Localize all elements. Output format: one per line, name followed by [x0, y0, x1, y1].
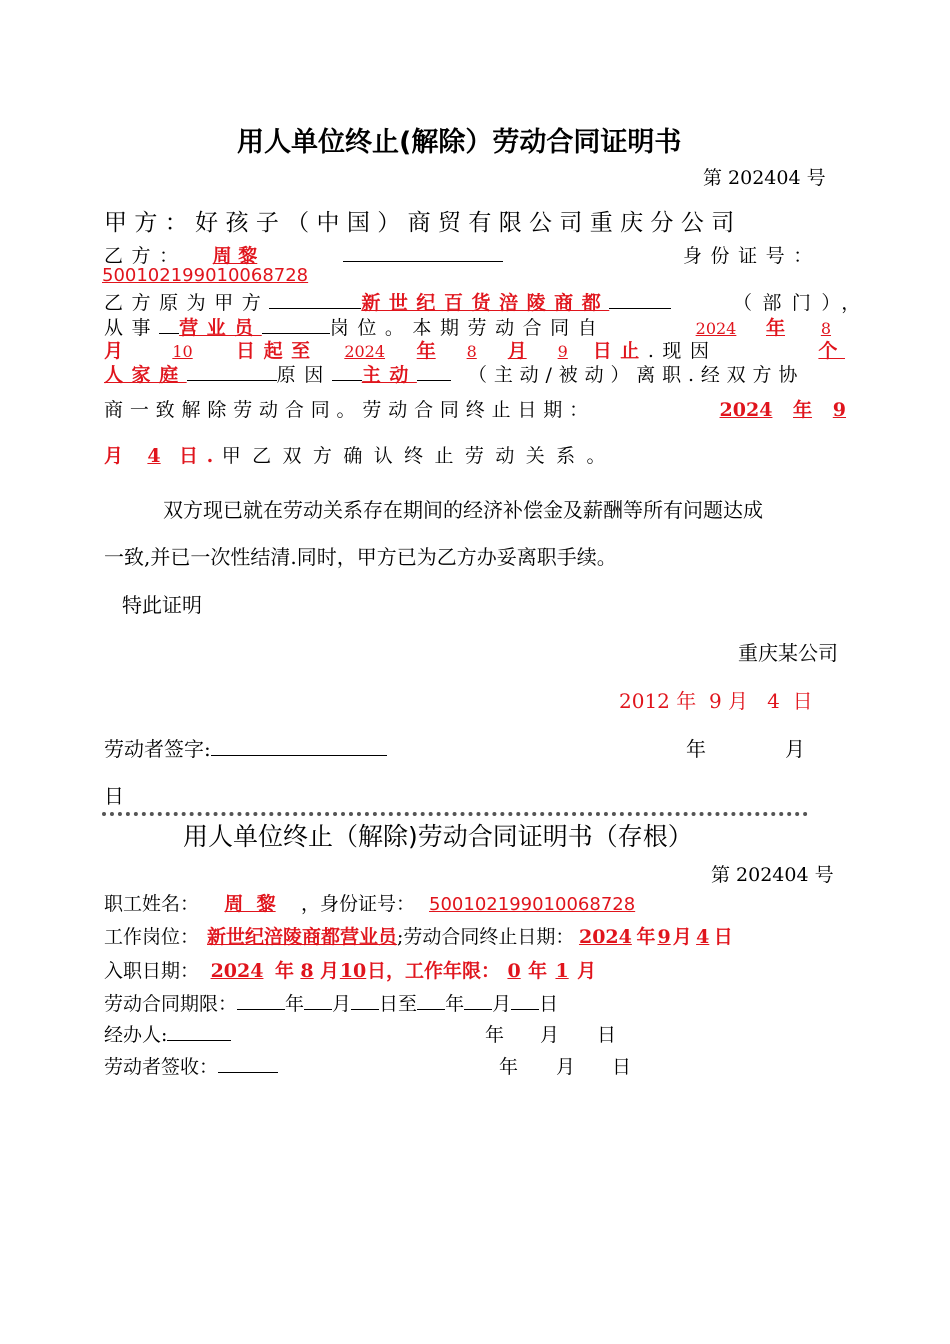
stub-name-label: 职工姓名： — [104, 893, 200, 915]
confirm-line: 月 4 日.甲乙双方确认终止劳动关系。 — [104, 445, 617, 467]
start-year-line: 2024 年 8 — [666, 313, 831, 340]
orig-dept-line — [104, 288, 671, 315]
position: 营业员 — [179, 317, 262, 339]
stub-receipt-line — [104, 1052, 278, 1079]
stub-id-number: 500102199010068728 — [429, 894, 636, 915]
stub-entry-day: 10 — [339, 960, 367, 982]
stub-number: 第 202404 号 — [711, 864, 834, 886]
sign-day: 日 — [104, 784, 124, 808]
party-a-line — [104, 204, 742, 237]
end-year: 2024 — [344, 342, 386, 361]
prove-text: 特此证明 — [122, 593, 202, 617]
department: 新世纪百货涪陵商都 — [361, 292, 610, 314]
reason-line — [104, 360, 451, 387]
worker-sign-field[interactable] — [211, 734, 387, 756]
handler-day: 日 — [597, 1024, 617, 1046]
period-start-day-field[interactable] — [351, 989, 379, 1010]
party-b-blank — [343, 241, 503, 262]
stub-period-label: 劳动合同期限： — [104, 993, 238, 1015]
id-line — [102, 265, 340, 286]
party-b-line — [104, 241, 503, 268]
stub-name: 周 黎 — [224, 893, 276, 915]
orig-label: 乙方原为甲方 — [104, 292, 270, 314]
stub-period-line: 劳动合同期限： 年 月 日至 年 月 日 — [104, 989, 558, 1016]
stub-id-label: ，身份证号： — [301, 893, 416, 915]
cut-line-divider — [102, 812, 808, 816]
stub-title: 用人单位终止（解除)劳动合同证明书（存根） — [183, 822, 693, 851]
party-b-label: 乙方： — [104, 245, 187, 267]
period-end-day-field[interactable] — [511, 989, 539, 1010]
term-year: 2024 — [719, 399, 773, 421]
reason-line-a — [775, 336, 845, 363]
stub-end-label: ;劳动合同终止日期： — [397, 926, 575, 948]
stub-months: 1 — [555, 960, 569, 982]
sign-month: 月 — [785, 737, 805, 761]
stub-entry-month: 8 — [300, 960, 314, 982]
term-month: 9 — [832, 399, 847, 421]
stub-receipt-label: 劳动者签收： — [104, 1056, 219, 1078]
leave-part1: （主动/被动）离职.经双方协 — [468, 364, 805, 386]
party-a-name: 好孩子（中国）商贸有限公司重庆分公司 — [195, 210, 742, 236]
handler-month: 月 — [540, 1024, 560, 1046]
certificate-number: 第 202404 号 — [703, 167, 826, 189]
id-label: 身份证号： — [683, 245, 821, 267]
worker-sign-label: 劳动者签字: — [104, 737, 211, 761]
post-label: 岗位。本期劳动合同自 — [329, 317, 606, 339]
handler-year: 年 — [485, 1024, 505, 1046]
period-start-year-field[interactable] — [237, 989, 285, 1010]
stub-post-line: 工作岗位： 新世纪涪陵商都营业员;劳动合同终止日期： 2024 年 9 月 4 日 — [104, 926, 733, 948]
paragraph-settlement-2: 一致,并已一次性结清.同时，甲方已为乙方办妥离职手续。 — [104, 545, 617, 569]
start-day: 10 — [172, 342, 193, 361]
receipt-month: 月 — [556, 1056, 576, 1078]
party-a-label: 甲方： — [104, 210, 196, 236]
initiative: 主动 — [361, 364, 417, 386]
engage-label: 从事 — [104, 317, 160, 339]
stub-years: 0 — [507, 960, 521, 982]
stub-handler-line — [104, 1020, 231, 1047]
stub-entry-year: 2024 — [210, 960, 264, 982]
stub-entry-line: 入职日期： 2024 年 8 月10日，工作年限： 0 年 1 月 — [104, 960, 597, 982]
start-end-line: 月 10 日起至 2024 年 8 月 9 日止.现因 — [104, 340, 718, 362]
reason-part1: 个 — [818, 340, 845, 362]
issue-date: 2012 年 9 月 4 日 — [619, 689, 813, 713]
term-day: 4 — [147, 445, 161, 467]
stub-entry-label: 入职日期： — [104, 960, 200, 982]
stub-end-year: 2024 — [578, 926, 632, 948]
stub-name-line — [104, 889, 687, 916]
stub-post: 新世纪涪陵商都营业员 — [207, 926, 398, 948]
period-end-year-field[interactable] — [417, 989, 445, 1010]
reason-label: .现因 — [647, 340, 718, 362]
stub-end-month: 9 — [657, 926, 671, 948]
receipt-year: 年 — [499, 1056, 519, 1078]
period-start-month-field[interactable] — [304, 989, 332, 1010]
stub-handler-label: 经办人: — [104, 1024, 168, 1046]
sign-year: 年 — [686, 737, 706, 761]
confirm-text: 甲乙双方确认终止劳动关系。 — [221, 445, 617, 467]
end-month: 8 — [466, 342, 477, 361]
start-month: 8 — [820, 319, 832, 338]
company-name: 重庆某公司 — [738, 641, 838, 665]
cause-label: 原因 — [276, 364, 332, 386]
end-day: 9 — [557, 342, 568, 361]
dept-label: （部门）， — [733, 292, 871, 314]
receipt-field[interactable] — [218, 1052, 278, 1073]
id-number: 500102199010068728 — [102, 265, 309, 286]
party-b-name: 周 黎 — [212, 245, 258, 267]
handler-field[interactable] — [167, 1020, 231, 1041]
certificate-title: 用人单位终止(解除）劳动合同证明书 — [237, 127, 682, 158]
term-year-line: 2024 年 9 — [707, 395, 846, 422]
leave-part2: 商一致解除劳动合同。劳动合同终止日期： — [104, 399, 595, 421]
reason: 人家庭 — [104, 364, 187, 386]
receipt-day: 日 — [612, 1056, 632, 1078]
start-year: 2024 — [695, 319, 737, 338]
stub-post-label: 工作岗位： — [104, 926, 200, 948]
worker-sign-line — [104, 733, 387, 762]
stub-end-day: 4 — [696, 926, 710, 948]
period-end-month-field[interactable] — [464, 989, 492, 1010]
paragraph-settlement-1: 双方现已就在劳动关系存在期间的经济补偿金及薪酬等所有问题达成 — [163, 498, 763, 522]
